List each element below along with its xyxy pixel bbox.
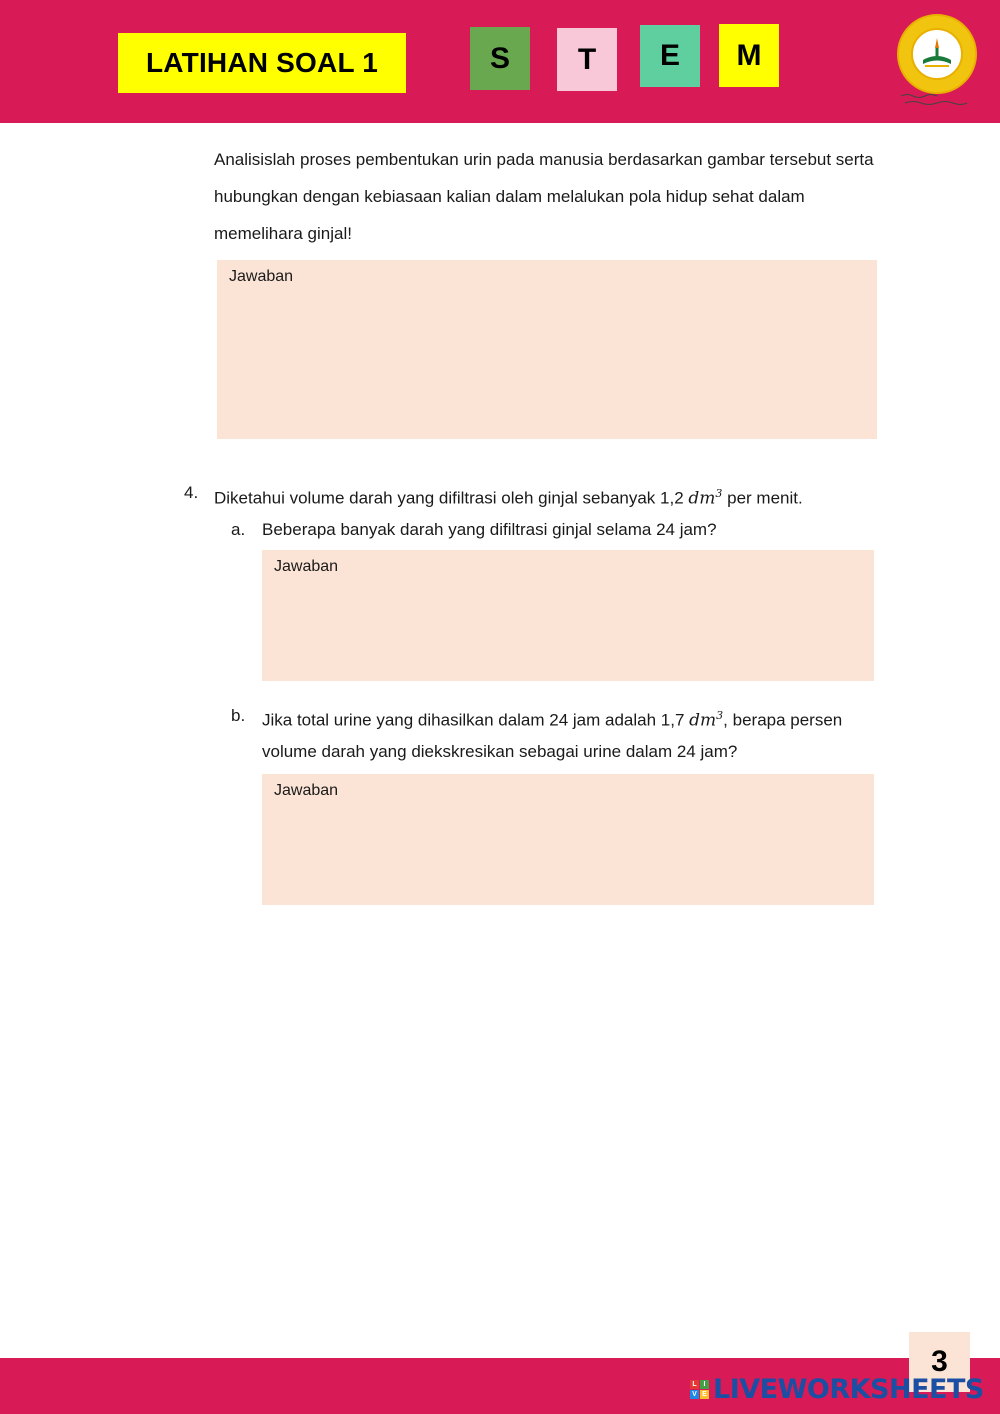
answer-label: Jawaban <box>274 782 339 799</box>
unit-dm: dm <box>688 488 716 509</box>
answer-label: Jawaban <box>274 558 339 575</box>
page-number: 3 <box>909 1332 970 1392</box>
subquestion-b-text-line1: Jika total urine yang dihasilkan dalam 24 jam adalah 1,7 $dm^3$, berapa persen <box>262 709 843 731</box>
stem-letter-m: M <box>719 24 779 87</box>
question-3-text: Analisislah proses pembentukan urin pada manusia berdasarkan gambar tersebut serta hubungkan dengan kebiasaan kalian dalam melalukan pola hidup sehat dalam memelihara ginjal! <box>214 150 874 243</box>
subquestion-b-text-line2: volume darah yang diekskresikan sebagai urine dalam 24 jam? <box>262 742 738 761</box>
stem-letter-s: S <box>470 27 530 90</box>
question-number: 4. <box>184 483 199 502</box>
liveworksheets-brand <box>690 1374 984 1405</box>
university-logo <box>897 14 977 94</box>
stem-letter-t: T <box>557 28 617 91</box>
worksheet-title: LATIHAN SOAL 1 <box>118 33 406 93</box>
header-band <box>0 0 1000 123</box>
question-4-text: Diketahui volume darah yang difiltrasi oleh ginjal sebanyak 1,2 $dm^3$ per menit. <box>214 487 803 509</box>
subquestion-a-label: a. <box>231 520 246 539</box>
liveworksheets-logo-icon: L I V E <box>690 1380 709 1399</box>
unit-dm: dm <box>689 710 717 731</box>
logo-motto-script <box>895 92 979 109</box>
answer-box-q3[interactable] <box>217 260 877 439</box>
liveworksheets-wordmark: LIVEWORKSHEETS <box>713 1374 984 1405</box>
answer-box-q4a[interactable] <box>262 550 874 681</box>
subquestion-a-text: Beberapa banyak darah yang difiltrasi ginjal selama 24 jam? <box>262 520 717 539</box>
answer-label: Jawaban <box>229 268 294 285</box>
logo-emblem-icon <box>911 28 963 80</box>
answer-box-q4b[interactable] <box>262 774 874 905</box>
stem-letter-e: E <box>640 25 700 87</box>
subquestion-b-label: b. <box>231 706 246 725</box>
